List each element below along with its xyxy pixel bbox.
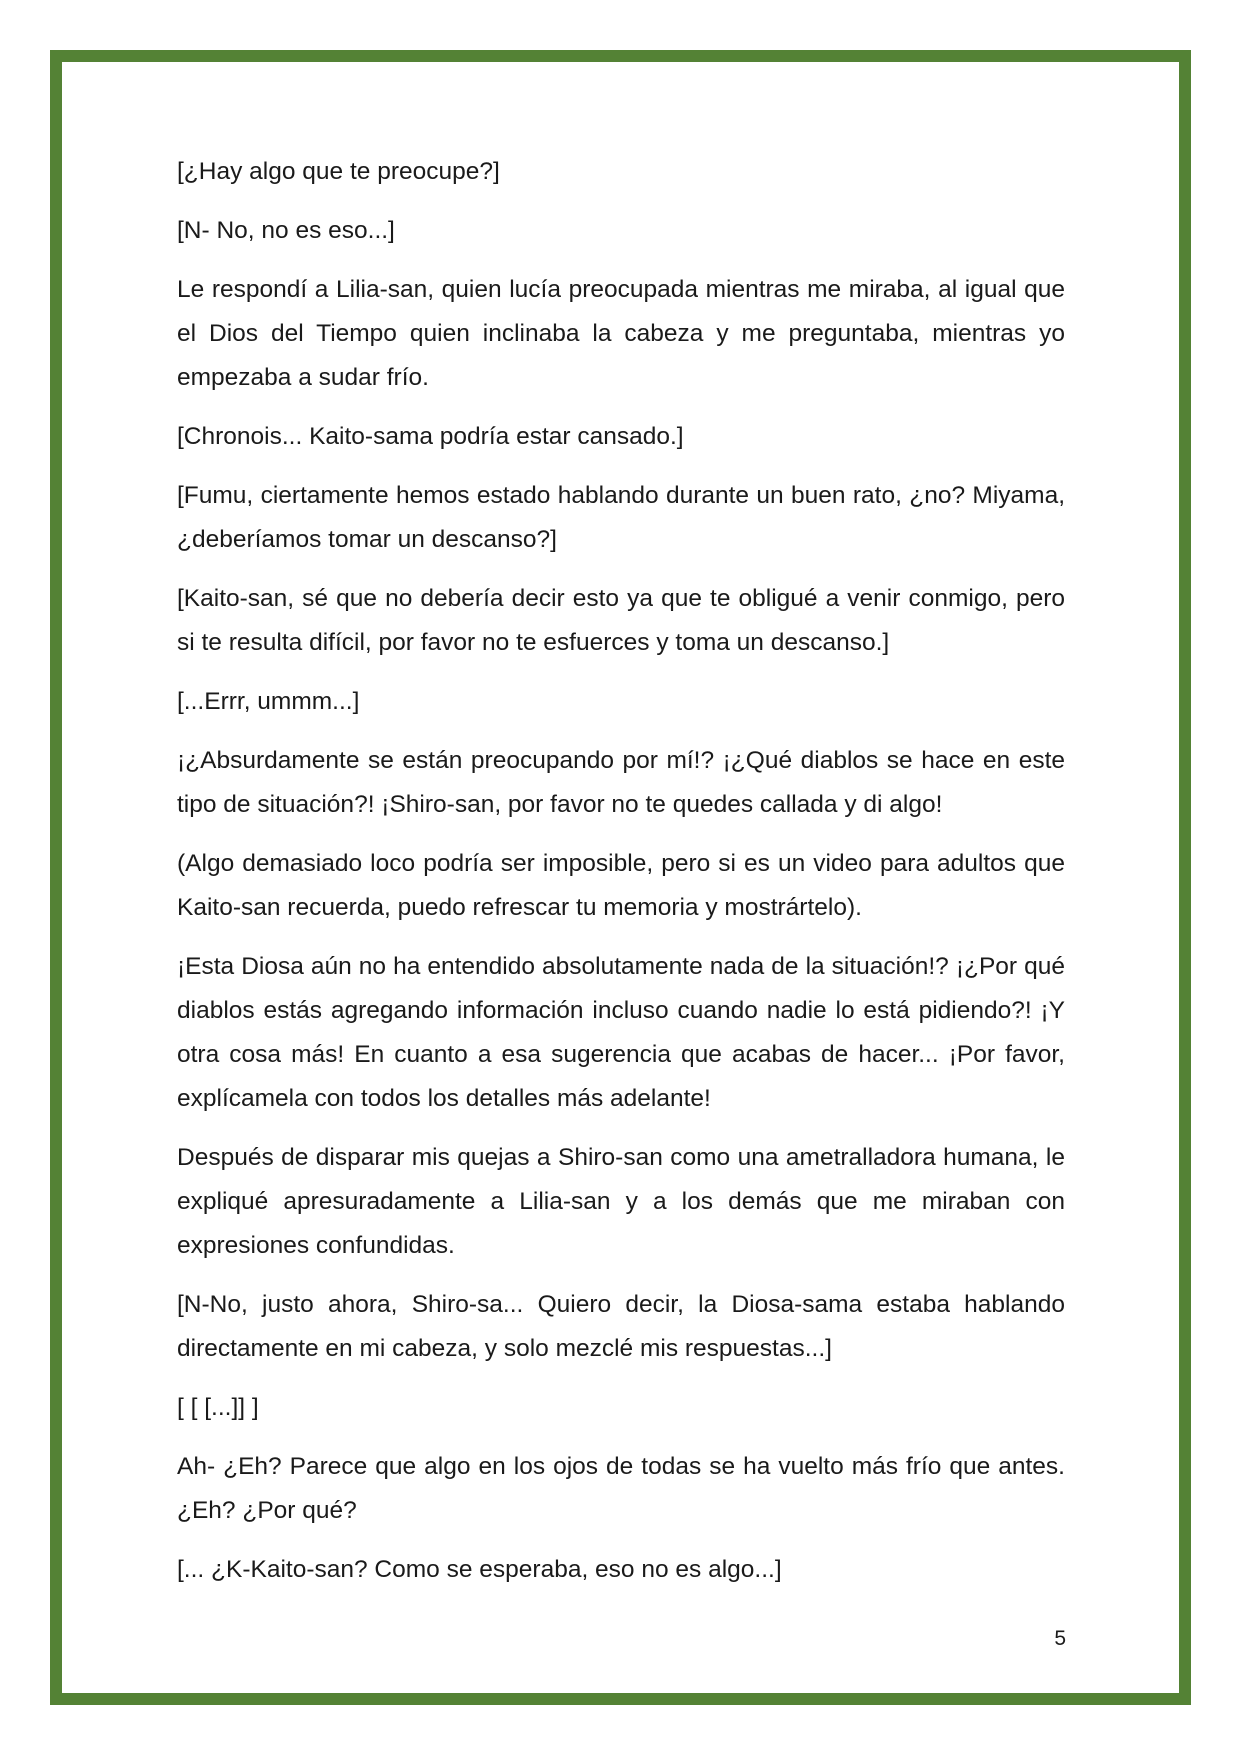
paragraph: [Chronois... Kaito-sama podría estar cansado.] [177,423,684,450]
paragraph: [Kaito-san, sé que no debería decir esto ya que te obligué a venir conmigo, pero si te resulta difícil, por favor no te esfuerces y toma un descanso.] [177,585,1065,656]
paragraph: Ah- ¿Eh? Parece que algo en los ojos de todas se ha vuelto más frío que antes. ¿Eh? ¿Por qué? [177,1453,1065,1524]
paragraph: [N- No, no es eso...] [177,217,395,244]
paragraph: [ [ [...]] ] [177,1394,259,1421]
document-body [177,150,1065,1607]
paragraph: Le respondí a Lilia-san, quien lucía preocupada mientras me miraba, al igual que el Dios del Tiempo quien inclinaba la cabeza y me preguntaba, mientras yo empezaba a sudar frío. [177,276,1065,391]
paragraph: [N-No, justo ahora, Shiro-sa... Quiero decir, la Diosa-sama estaba hablando directamente en mi cabeza, y solo mezclé mis respuestas...] [177,1291,1065,1362]
paragraph: ¡Esta Diosa aún no ha entendido absolutamente nada de la situación!? ¡¿Por qué diablos estás agregando información incluso cuando nadie lo está pidiendo?! ¡Y otra cosa más! En cuanto a esa sugerencia que acabas de hacer... ¡Por favor, explícamela con todos los detalles más adelante! [177,953,1065,1112]
page-number: 5 [1054,1627,1066,1650]
paragraph: [Fumu, ciertamente hemos estado hablando durante un buen rato, ¿no? Miyama, ¿deberíamos tomar un descanso?] [177,482,1065,553]
paragraph: [... ¿K-Kaito-san? Como se esperaba, eso no es algo...] [177,1556,782,1583]
paragraph: (Algo demasiado loco podría ser imposible, pero si es un video para adultos que Kaito-san recuerda, puedo refrescar tu memoria y mostrártelo). [177,850,1065,921]
paragraph: [...Errr, ummm...] [177,688,360,715]
paragraph: [¿Hay algo que te preocupe?] [177,158,500,185]
paragraph: ¡¿Absurdamente se están preocupando por mí!? ¡¿Qué diablos se hace en este tipo de situación?! ¡Shiro-san, por favor no te quedes callada y di algo! [177,747,1065,818]
paragraph: Después de disparar mis quejas a Shiro-san como una ametralladora humana, le expliqué apresuradamente a Lilia-san y a los demás que me miraban con expresiones confundidas. [177,1144,1065,1259]
